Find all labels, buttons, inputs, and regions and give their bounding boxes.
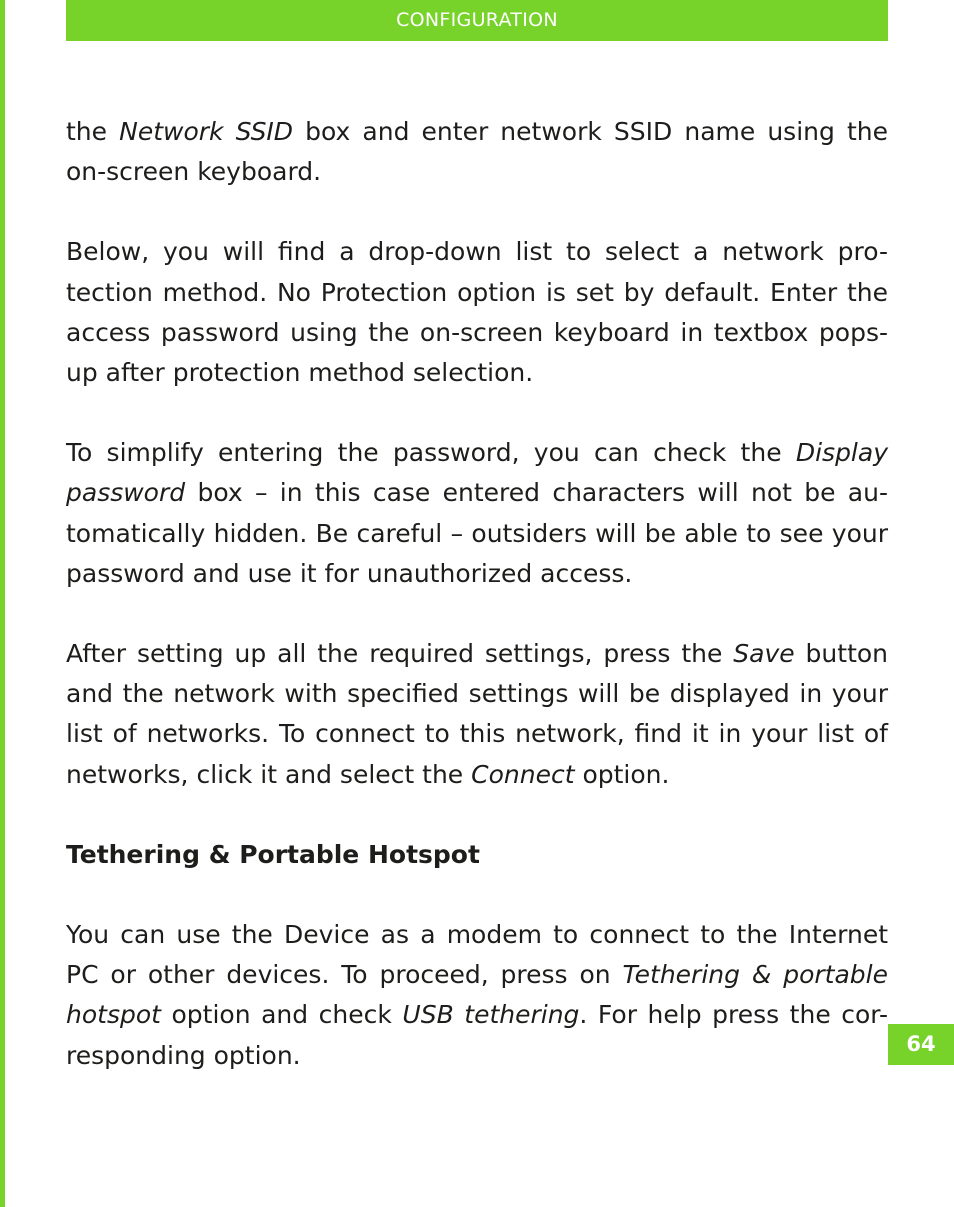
term-network-ssid: Network SSID [119, 117, 294, 146]
term-connect: Connect [471, 759, 575, 789]
text-run: After setting up all the required settings, press the [66, 639, 734, 669]
text-run: option. [574, 759, 670, 789]
text-run: You can use the Device as a modem to connect to the Internet PC or other devices. To proceed, press on [66, 920, 888, 990]
term-display-password: Display password [66, 438, 888, 508]
left-margin-rule [0, 0, 5, 1207]
text-run: box and enter network SSID name using the on-screen keyboard. [66, 117, 888, 187]
text-run: option and check [160, 1000, 403, 1030]
page-number: 64 [906, 1032, 936, 1056]
page-number-tab [888, 1024, 954, 1065]
text-run: box – in this case entered characters will not be au-tomatically hidden. Be careful – outsiders will be able to see your password and use it for unauthorized access. [66, 478, 888, 588]
paragraph-display-password [66, 433, 888, 594]
text-run: . For help press the cor-responding option. [66, 1000, 888, 1070]
paragraph-network-ssid [66, 112, 888, 192]
term-usb-tethering: USB tethering [402, 1000, 580, 1030]
text-run: To simplify entering the password, you can check the [66, 438, 796, 468]
section-title: CONFIGURATION [396, 9, 558, 31]
text-run: button and the network with specified settings will be displayed in your list of networks. To connect to this network, find it in your list of networks, click it and select the [66, 639, 889, 789]
text-run: the [66, 117, 120, 146]
paragraph-tethering [66, 915, 888, 1076]
term-save: Save [733, 639, 795, 669]
paragraph-save-connect [66, 634, 888, 795]
text-run: Below, you will find a drop-down list to select a network pro-tection method. No Protection option is set by default. Enter the access password using the on-screen keyboard in textbox pops-up after protection method selection. [66, 237, 888, 388]
section-heading-tethering: Tethering & Portable Hotspot [66, 839, 480, 869]
page-body [66, 112, 888, 1116]
section-header [66, 0, 888, 41]
term-tethering-hotspot: Tethering & portable hotspot [66, 960, 888, 1030]
paragraph-protection-method [66, 232, 888, 393]
